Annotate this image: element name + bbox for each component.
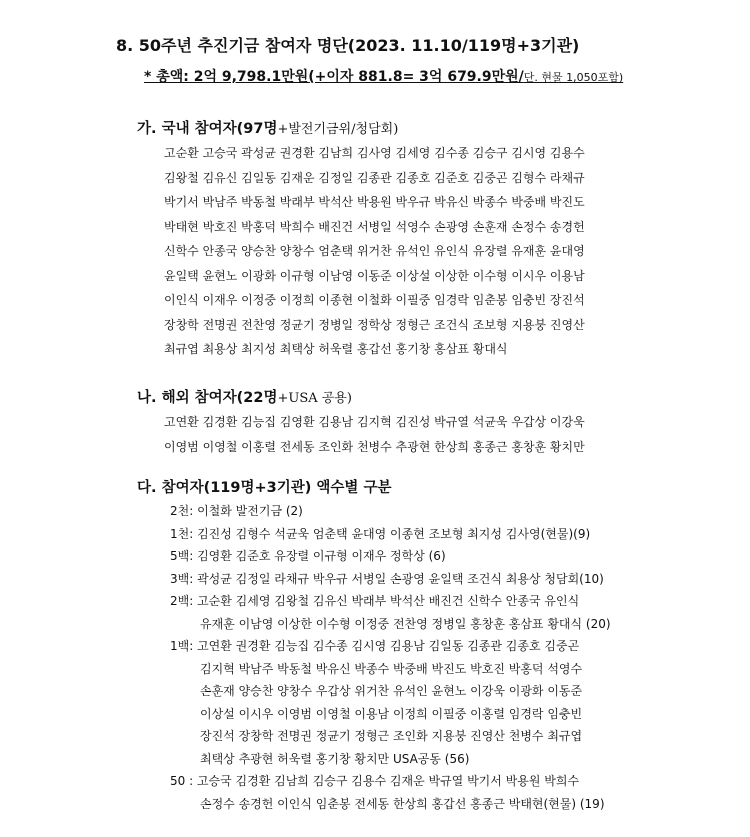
name-row: 장창학 전명권 전찬영 정균기 정병일 정학상 정형근 조건식 조보형 지용붕 진영산 bbox=[164, 317, 585, 332]
amount-row: 2천: 이철화 발전기금 (2) bbox=[170, 504, 303, 518]
name-row: 박태현 박호진 박홍덕 박희수 배진건 서병일 석영수 손광영 손훈재 손정수 송경헌 bbox=[164, 219, 585, 234]
amount-row-continued: 손정수 송경헌 이인식 임춘봉 전세동 한상희 홍갑선 홍종근 박태현(현물) (19) bbox=[200, 796, 605, 811]
amount-row-continued: 최택상 추광현 허욱렬 홍기창 황치만 USA공동 (56) bbox=[200, 751, 470, 766]
amount-row: 1천: 김진성 김형수 석균욱 엄춘택 윤대영 이종현 조보형 최지성 김사영(현물)(9) bbox=[170, 526, 591, 541]
overseas-name-list bbox=[164, 410, 585, 459]
breakdown-list bbox=[170, 500, 611, 815]
overseas-heading-main: 나. 해외 참여자(22명 bbox=[137, 390, 278, 406]
total-amount bbox=[144, 66, 623, 86]
overseas-heading-sub: +USA 공용) bbox=[277, 391, 352, 406]
domestic-heading-sub: +발전기금위/청담회) bbox=[277, 122, 399, 137]
name-row: 신학수 안종국 양승찬 양창수 엄춘택 위거찬 유석인 유인식 유장렬 유재훈 윤대영 bbox=[164, 244, 585, 258]
breakdown-heading-main: 다. 참여자(119명+3기관) 액수별 구분 bbox=[137, 480, 392, 496]
overseas-heading bbox=[137, 386, 352, 407]
amount-row: 50 : 고승국 김경환 김남희 김승구 김용수 김재운 박규열 박기서 박용원 박희수 bbox=[170, 774, 580, 788]
domestic-heading bbox=[137, 117, 398, 138]
amount-row-continued: 손훈재 양승찬 양창수 우갑상 위거찬 유석인 윤현노 이강욱 이광화 이동준 bbox=[200, 684, 583, 698]
name-row: 윤일택 윤현노 이광화 이규형 이남영 이동준 이상설 이상한 이수형 이시우 이용남 bbox=[164, 268, 585, 283]
amount-row-continued: 유재훈 이남영 이상한 이수형 이정중 전찬영 정병일 홍창훈 홍삼표 황대식 (20) bbox=[200, 616, 611, 631]
name-row: 고연환 김경환 김능집 김영환 김용남 김지혁 김진성 박규열 석균욱 우갑상 이강욱 bbox=[164, 415, 585, 429]
name-row: 고순환 고승국 곽성균 권경환 김남희 김사영 김세영 김수종 김승구 김시영 김용수 bbox=[164, 146, 585, 160]
breakdown-heading bbox=[137, 476, 392, 497]
amount-row: 2백: 고순환 김세영 김왕철 김유신 박래부 박석산 배진건 신학수 안종국 유인식 bbox=[170, 594, 580, 608]
name-row: 최규엽 최용상 최지성 최택상 허욱렬 홍갑선 홍기창 홍삼표 황대식 bbox=[164, 342, 508, 356]
document-title: 8. 50주년 추진기금 참여자 명단(2023. 11.10/119명+3기관) bbox=[116, 36, 580, 55]
total-amount-main: * 총액: 2억 9,798.1만원(+이자 881.8= 3억 679.9만원/ bbox=[144, 69, 524, 85]
name-row: 이영범 이영철 이홍렬 전세동 조인화 천병수 추광현 한상희 홍종근 홍창훈 황치만 bbox=[164, 439, 585, 454]
amount-row: 3백: 곽성균 김정일 라채규 박우규 서병일 손광영 윤일택 조건식 최용상 청담회(10) bbox=[170, 571, 604, 586]
domestic-heading-main: 가. 국내 참여자(97명 bbox=[137, 121, 278, 137]
amount-row: 1백: 고연환 권경환 김능집 김수종 김시영 김용남 김일동 김종관 김종호 김중곤 bbox=[170, 639, 580, 653]
domestic-name-list bbox=[164, 141, 585, 362]
amount-row-continued: 이상설 이시우 이영범 이영철 이용남 이정희 이필중 이홍렬 임경락 임충빈 bbox=[200, 706, 583, 721]
amount-row-continued: 김지혁 박남주 박동철 박유신 박종수 박중배 박진도 박호진 박홍덕 석영수 bbox=[200, 661, 583, 676]
amount-row: 5백: 김영환 김준호 유장렬 이규형 이재우 정학상 (6) bbox=[170, 549, 446, 563]
name-row: 김왕철 김유신 김일동 김재운 김정일 김종관 김종호 김준호 김중곤 김형수 라채규 bbox=[164, 170, 585, 185]
amount-row-continued: 장진석 장창학 전명권 정균기 정형근 조인화 지용붕 진영산 천병수 최규엽 bbox=[200, 729, 583, 743]
name-row: 이인식 이재우 이정중 이정희 이종현 이철화 이필중 임경락 임춘봉 임충빈 장진석 bbox=[164, 293, 585, 307]
total-amount-note: 단. 현물 1,050포함) bbox=[523, 71, 624, 84]
name-row: 박기서 박남주 박동철 박래부 박석산 박용원 박우규 박유신 박종수 박중배 박진도 bbox=[164, 195, 585, 209]
